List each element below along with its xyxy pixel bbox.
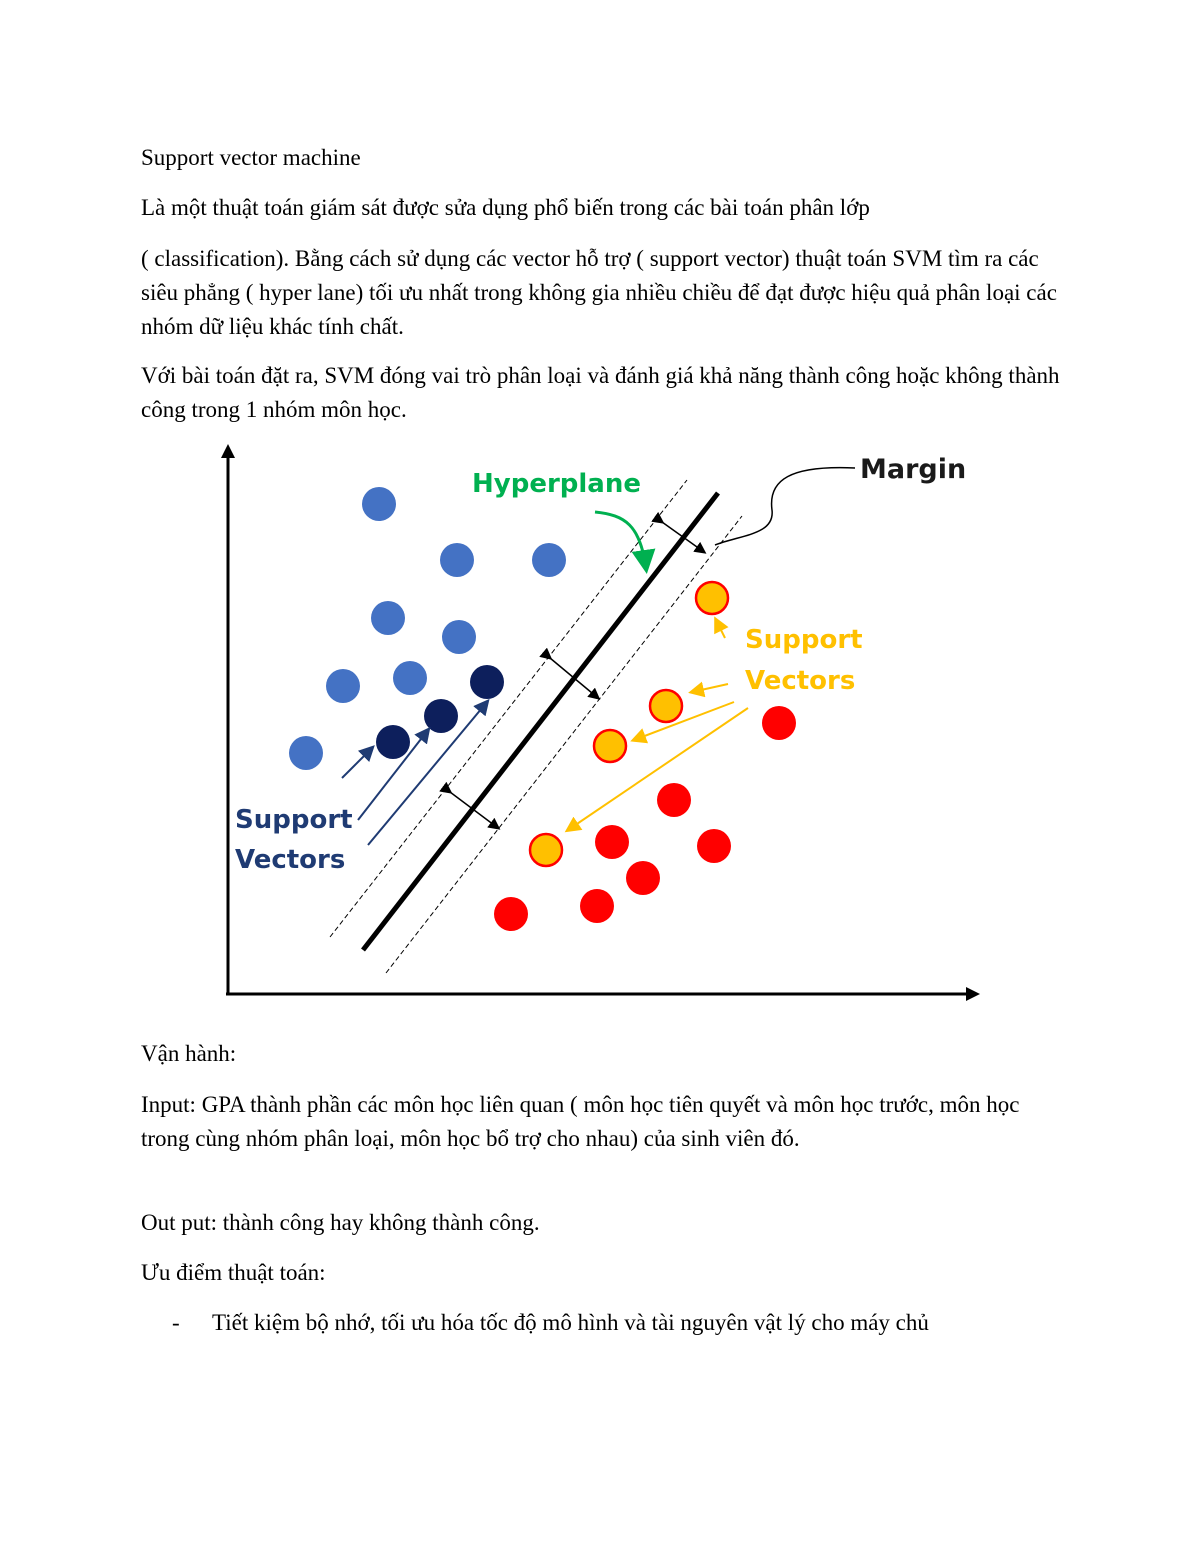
heading: Support vector machine bbox=[141, 145, 361, 170]
input-paragraph: Input: GPA thành phần các môn học liên quan ( môn học tiên quyết và môn học trước, môn học trong cùng nhóm phân loại, môn học bổ trợ cho nhau) của sinh viên đó. bbox=[141, 1092, 1020, 1151]
data-point-blue bbox=[289, 736, 323, 770]
svm-diagram-svg bbox=[200, 440, 1000, 1020]
hyperplane-callout-arrow bbox=[595, 512, 646, 568]
support-vectors-label-blue-1: Support bbox=[235, 805, 353, 835]
data-point-blue bbox=[371, 601, 405, 635]
support-vector-arrow-blue bbox=[342, 748, 372, 778]
output-paragraph: Out put: thành công hay không thành công. bbox=[141, 1210, 540, 1235]
margin-label: Margin bbox=[860, 454, 967, 485]
y-axis-arrowhead bbox=[221, 444, 235, 458]
support-vector-arrow-orange bbox=[692, 684, 728, 692]
support-vector-orange bbox=[530, 834, 562, 866]
support-vector-orange bbox=[594, 730, 626, 762]
margin-arrow-2 bbox=[550, 658, 598, 698]
intro-line: Là một thuật toán giám sát được sửa dụng phổ biến trong các bài toán phân lớp bbox=[141, 195, 870, 220]
support-vectors-label-orange-1: Support bbox=[745, 625, 863, 655]
data-point-red bbox=[657, 783, 691, 817]
support-vectors-label-orange-2: Vectors bbox=[745, 666, 856, 696]
problem-paragraph: Với bài toán đặt ra, SVM đóng vai trò phân loại và đánh giá khả năng thành công hoặc không thành công trong 1 nhóm môn học. bbox=[141, 363, 1060, 422]
data-point-blue bbox=[362, 487, 396, 521]
data-point-red bbox=[626, 861, 660, 895]
advantage-text: Tiết kiệm bộ nhớ, tối ưu hóa tốc độ mô hình và tài nguyên vật lý cho máy chủ bbox=[212, 1310, 929, 1335]
support-vector-arrow-orange bbox=[568, 708, 748, 830]
data-point-red bbox=[580, 889, 614, 923]
section-title: Vận hành: bbox=[141, 1041, 237, 1066]
support-vector-blue bbox=[424, 699, 458, 733]
intro-paragraph: ( classification). Bằng cách sử dụng các vector hỗ trợ ( support vector) thuật toán SVM tìm ra các siêu phẳng ( hyper lane) tối ưu nhất trong không gia nhiều chiều để đạt được hiệu quả phân loại các nhóm dữ liệu khác tính chất. bbox=[141, 246, 1057, 339]
margin-arrow-3 bbox=[450, 792, 498, 828]
margin-arrow-1 bbox=[662, 522, 704, 552]
x-axis-arrowhead bbox=[966, 987, 980, 1001]
data-point-red bbox=[595, 825, 629, 859]
support-vector-orange bbox=[650, 690, 682, 722]
margin-line-lower bbox=[386, 516, 742, 973]
data-point-red bbox=[762, 706, 796, 740]
data-point-red bbox=[697, 829, 731, 863]
support-vector-blue bbox=[470, 665, 504, 699]
data-point-blue bbox=[442, 620, 476, 654]
margin-callout-curve bbox=[715, 468, 855, 545]
support-vectors-label-blue-2: Vectors bbox=[235, 845, 346, 875]
advantages-title: Ưu điểm thuật toán: bbox=[141, 1260, 326, 1285]
data-point-blue bbox=[440, 543, 474, 577]
data-point-blue bbox=[393, 661, 427, 695]
data-point-red bbox=[494, 897, 528, 931]
hyperplane-label: Hyperplane bbox=[472, 469, 641, 499]
support-vector-blue bbox=[376, 725, 410, 759]
data-point-blue bbox=[532, 543, 566, 577]
svm-diagram bbox=[200, 440, 1000, 1025]
support-vector-orange bbox=[696, 582, 728, 614]
data-point-blue bbox=[326, 669, 360, 703]
bullet-dash: - bbox=[172, 1310, 180, 1335]
support-vector-arrow-orange bbox=[716, 620, 725, 638]
